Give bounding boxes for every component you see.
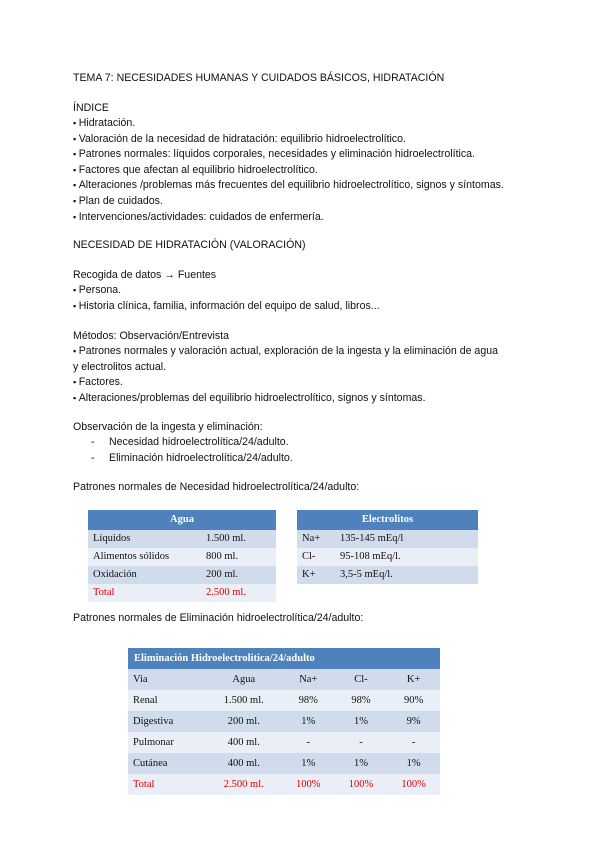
table-cell: Líquidos — [88, 530, 201, 548]
table-cell: 100% — [335, 774, 388, 795]
agua-table — [88, 510, 276, 602]
table-cell: 3,5-5 mEq/l. — [335, 566, 478, 584]
recogida-list — [73, 283, 543, 314]
table-cell: K+ — [297, 566, 335, 584]
table-cell: 800 ml. — [201, 548, 276, 566]
table-cell: Digestiva — [128, 711, 206, 732]
column-header: Cl- — [335, 669, 388, 690]
indice-heading: ÍNDICE — [73, 102, 109, 114]
table-row — [128, 732, 440, 753]
table-row — [88, 548, 276, 566]
table-cell: 1% — [335, 711, 388, 732]
metodos-item: ▪ Factores. — [73, 375, 543, 391]
table-cell: Total — [88, 584, 201, 602]
table-cell: - — [387, 732, 440, 753]
table-row — [297, 530, 478, 548]
table-cell: Renal — [128, 690, 206, 711]
table-cell: 95-108 mEq/l. — [335, 548, 478, 566]
column-header: Via — [128, 669, 206, 690]
table-cell: 135-145 mEq/l — [335, 530, 478, 548]
indice-item: ▪ Patrones normales: líquidos corporales, necesidades y eliminación hidroelectrolítica. — [73, 147, 543, 163]
observacion-item: - Necesidad hidroelectrolítica/24/adulto. — [91, 436, 289, 448]
column-header: Agua — [206, 669, 282, 690]
indice-item: ▪ Factores que afectan al equilibrio hidroelectrolítico. — [73, 163, 543, 179]
metodos-item: ▪ Alteraciones/problemas del equilibrio hidroelectrolítico, signos y síntomas. — [73, 391, 543, 407]
table-row — [297, 548, 478, 566]
table-cell: Cutánea — [128, 753, 206, 774]
table-cell: 2.500 ml. — [201, 584, 276, 602]
observacion-item: - Eliminación hidroelectrolítica/24/adulto. — [91, 451, 293, 464]
table-cell: 2.500 ml. — [206, 774, 282, 795]
table-cell: 98% — [335, 690, 388, 711]
recogida-heading: Recogida de datos → Fuentes — [73, 269, 217, 281]
table-cell: 98% — [282, 690, 335, 711]
table-cell: 90% — [387, 690, 440, 711]
table-cell: 400 ml. — [206, 753, 282, 774]
metodos-heading: Métodos: Observación/Entrevista — [73, 330, 230, 342]
table-row — [128, 711, 440, 732]
table-cell: 1.500 ml. — [206, 690, 282, 711]
electrolitos-table — [297, 510, 478, 584]
table-row — [297, 566, 478, 584]
table-cell: 200 ml. — [201, 566, 276, 584]
table-row — [128, 753, 440, 774]
indice-item: ▪ Valoración de la necesidad de hidratación: equilibrio hidroelectrolítico. — [73, 132, 543, 148]
table-row-total — [88, 584, 276, 602]
observacion-list — [73, 435, 543, 466]
indice-list — [73, 116, 543, 225]
table-cell: 1% — [335, 753, 388, 774]
indice-item: ▪ Plan de cuidados. — [73, 194, 543, 210]
table-cell: - — [282, 732, 335, 753]
table-cell: Total — [128, 774, 206, 795]
page-title: TEMA 7: NECESIDADES HUMANAS Y CUIDADOS BÁSICOS, HIDRATACIÓN — [73, 72, 445, 84]
table-header-row — [128, 669, 440, 690]
table-row — [128, 690, 440, 711]
table-cell: 200 ml. — [206, 711, 282, 732]
table-cell: 100% — [387, 774, 440, 795]
observacion-heading: Observación de la ingesta y eliminación: — [73, 421, 263, 433]
electrolitos-table-header: Electrolitos — [297, 510, 478, 530]
table-cell: Na+ — [297, 530, 335, 548]
indice-item: ▪ Alteraciones /problemas más frecuentes del equilibrio hidroelectrolítico, signos y síntomas. — [73, 178, 543, 194]
table-cell: Alimentos sólidos — [88, 548, 201, 566]
agua-table-header: Agua — [88, 510, 276, 530]
metodos-list — [73, 344, 543, 406]
table-cell: Cl- — [297, 548, 335, 566]
table-cell: 1% — [282, 711, 335, 732]
column-header: Na+ — [282, 669, 335, 690]
metodos-item-continuation: y electrolitos actual. — [73, 360, 167, 373]
column-header: K+ — [387, 669, 440, 690]
eliminacion-table-header: Eliminación Hidroelectrolitica/24/adulto — [128, 648, 440, 669]
table-cell: 1% — [282, 753, 335, 774]
table-cell: 1.500 ml. — [201, 530, 276, 548]
table-cell: 1% — [387, 753, 440, 774]
recogida-item: ▪ Historia clínica, familia, información del equipo de salud, libros... — [73, 299, 543, 315]
patrones-eliminacion-heading: Patrones normales de Eliminación hidroelectrolítica/24/adulto: — [73, 612, 364, 624]
indice-item: ▪ Hidratación. — [73, 116, 543, 132]
eliminacion-table — [128, 648, 440, 795]
indice-item: ▪ Intervenciones/actividades: cuidados de enfermería. — [73, 210, 543, 226]
table-row-total — [128, 774, 440, 795]
section-heading: NECESIDAD DE HIDRATACIÓN (VALORACIÓN) — [73, 239, 306, 251]
patrones-necesidad-heading: Patrones normales de Necesidad hidroelectrolítica/24/adulto: — [73, 481, 360, 493]
table-cell: 9% — [387, 711, 440, 732]
table-cell: 400 ml. — [206, 732, 282, 753]
table-cell: Pulmonar — [128, 732, 206, 753]
recogida-item: ▪ Persona. — [73, 283, 543, 299]
table-cell: - — [335, 732, 388, 753]
metodos-item: ▪ Patrones normales y valoración actual, exploración de la ingesta y la eliminación de agua — [73, 344, 543, 360]
table-row — [88, 566, 276, 584]
table-cell: Oxidación — [88, 566, 201, 584]
table-cell: 100% — [282, 774, 335, 795]
table-row — [88, 530, 276, 548]
